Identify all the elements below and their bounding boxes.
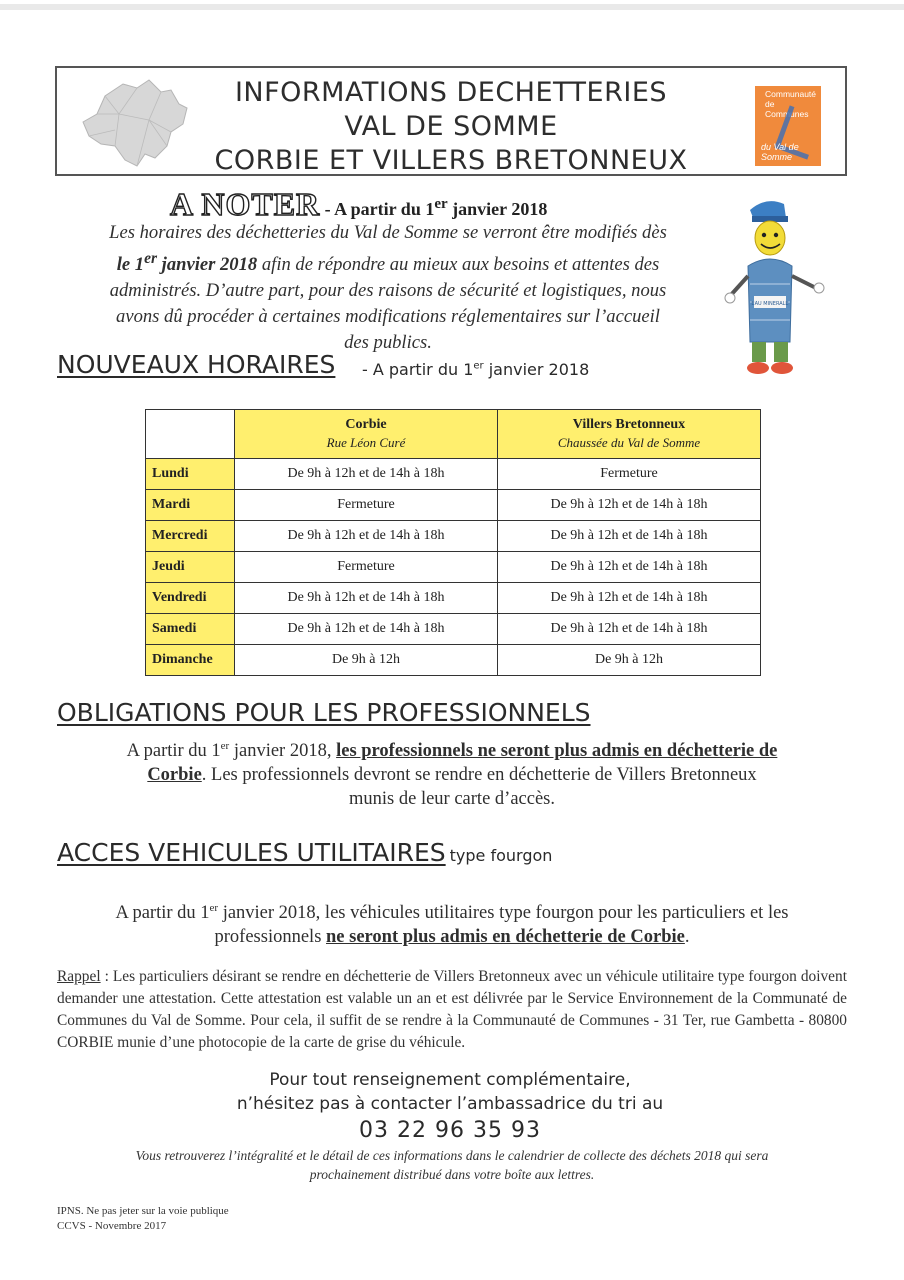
corbie-hours-cell: Fermeture — [235, 552, 498, 583]
noter-date-prefix: - A partir du 1 — [320, 199, 435, 219]
contact-block — [200, 1068, 700, 1146]
intro-date-sup: er — [144, 250, 157, 267]
day-cell: Dimanche — [146, 645, 235, 676]
ccvs-logo — [755, 86, 821, 166]
villers-hours-cell: De 9h à 12h et de 14h à 18h — [498, 583, 761, 614]
vehicules-line1-b: janvier 2018, les véhicules utilitaires type fourgon pour les particuliers et les — [218, 903, 789, 924]
corbie-hours-cell: De 9h à 12h et de 14h à 18h — [235, 459, 498, 490]
noter-word: A NOTER — [170, 186, 321, 222]
table-row — [146, 552, 761, 583]
corbie-hours-cell: De 9h à 12h et de 14h à 18h — [235, 614, 498, 645]
pros-line1-a: A partir du 1 — [126, 741, 221, 762]
column-corbie-address: Rue Léon Curé — [326, 435, 406, 450]
vehicules-heading — [57, 838, 552, 871]
bottle-mascot-image — [724, 192, 834, 382]
contact-line2: n’hésitez pas à contacter l’ambassadrice du tri au — [236, 1094, 664, 1114]
day-cell: Mercredi — [146, 521, 235, 552]
horaires-sub-prefix: - A partir du 1 — [362, 360, 474, 379]
closing-line1: Vous retrouverez l’intégralité et le détail de ces informations dans le calendrier de collecte des déchets 2018 qui sera — [135, 1148, 769, 1163]
intro-date-a: le 1 — [116, 254, 145, 276]
intro-line4: avons dû procéder à certaines modifications réglementaires sur l’accueil — [116, 306, 660, 328]
header-title — [197, 76, 705, 178]
day-cell: Lundi — [146, 459, 235, 490]
vehicules-line2 — [55, 925, 849, 949]
phone-number: 03 22 96 35 93 — [359, 1118, 541, 1143]
noter-date — [320, 196, 548, 219]
vehicules-line2-emphasis: ne seront plus admis en déchetterie de Corbie — [326, 927, 685, 948]
pros-line3: munis de leur carte d’accès. — [349, 789, 555, 810]
intro-line2-rest: afin de répondre au mieux aux besoins et attentes des — [257, 254, 660, 276]
column-header-villers — [498, 410, 761, 459]
header-box — [55, 66, 847, 176]
corbie-hours-cell: Fermeture — [235, 490, 498, 521]
day-cell: Vendredi — [146, 583, 235, 614]
vehicules-line1-a: A partir du 1 — [115, 903, 210, 924]
pros-line1-sup: er — [220, 740, 230, 752]
table-corner-cell — [146, 410, 235, 459]
footer — [57, 1204, 229, 1234]
vehicules-line1 — [55, 896, 849, 925]
pros-line1-emphasis: les professionnels ne seront plus admis en déchetterie de — [336, 741, 778, 762]
footer-line1: IPNS. Ne pas jeter sur la voie publique — [57, 1205, 229, 1217]
intro-paragraph — [58, 220, 718, 356]
intro-line2 — [58, 246, 718, 278]
header-title-line2: VAL DE SOMME — [344, 111, 558, 142]
header-title-line3: CORBIE ET VILLERS BRETONNEUX — [214, 145, 688, 176]
territory-map-image — [75, 74, 195, 172]
logo-line3: du Val de Somme — [761, 142, 799, 162]
villers-hours-cell: De 9h à 12h et de 14h à 18h — [498, 490, 761, 521]
mascot-label: EAU MINERALE — [751, 301, 789, 307]
pros-line2-corbie: Corbie — [147, 765, 202, 786]
corbie-hours-cell: De 9h à 12h et de 14h à 18h — [235, 521, 498, 552]
pros-line2 — [55, 763, 849, 787]
contact-line1: Pour tout renseignement complémentaire, — [269, 1070, 631, 1090]
closing-note — [55, 1146, 849, 1184]
horaires-sub-sup: er — [473, 360, 484, 372]
header-title-line1: INFORMATIONS DECHETTERIES — [234, 77, 668, 108]
horaires-table — [145, 409, 761, 676]
table-row — [146, 583, 761, 614]
corbie-hours-cell: De 9h à 12h — [235, 645, 498, 676]
villers-hours-cell: De 9h à 12h et de 14h à 18h — [498, 552, 761, 583]
table-row — [146, 645, 761, 676]
pros-line1-b: janvier 2018, — [229, 741, 337, 762]
vehicules-paragraph — [55, 896, 849, 949]
vehicules-heading-sub: type fourgon — [449, 846, 553, 865]
horaires-heading — [57, 350, 335, 380]
vehicules-line1-sup: er — [209, 902, 219, 914]
table-row — [146, 614, 761, 645]
scan-edge — [0, 4, 904, 10]
horaires-sub-suffix: janvier 2018 — [483, 360, 590, 379]
logo-line2: de Communes — [765, 99, 809, 119]
closing-line2: prochainement distribué dans votre boîte aux lettres. — [309, 1167, 595, 1182]
pros-line1 — [55, 734, 849, 763]
vehicules-heading-text: ACCES VEHICULES UTILITAIRES — [57, 838, 446, 867]
day-cell: Jeudi — [146, 552, 235, 583]
column-villers-address: Chaussée du Val de Somme — [557, 435, 701, 450]
table-header-row — [146, 410, 761, 459]
horaires-subheading — [362, 360, 589, 379]
pros-paragraph — [55, 734, 849, 811]
table-row — [146, 521, 761, 552]
table-row — [146, 459, 761, 490]
rappel-label: Rappel — [57, 968, 101, 985]
day-cell: Samedi — [146, 614, 235, 645]
intro-date-b: janvier 2018 — [157, 254, 258, 276]
intro-line1: Les horaires des déchetteries du Val de Somme se verront être modifiés dès — [109, 222, 667, 243]
intro-line5: des publics. — [344, 332, 432, 354]
table-row — [146, 490, 761, 521]
corbie-hours-cell: De 9h à 12h et de 14h à 18h — [235, 583, 498, 614]
vehicules-line2-a: professionnels — [214, 927, 327, 948]
vehicules-line2-end: . — [684, 927, 690, 948]
pros-line2-rest: . Les professionnels devront se rendre en déchetterie de Villers Bretonneux — [201, 765, 757, 786]
villers-hours-cell: De 9h à 12h et de 14h à 18h — [498, 614, 761, 645]
villers-hours-cell: Fermeture — [498, 459, 761, 490]
intro-line3: administrés. D’autre part, pour des raisons de sécurité et logistiques, nous — [109, 280, 667, 302]
column-villers-title: Villers Bretonneux — [572, 417, 686, 432]
villers-hours-cell: De 9h à 12h — [498, 645, 761, 676]
noter-date-suffix: janvier 2018 — [447, 199, 548, 219]
pros-heading: OBLIGATIONS POUR LES PROFESSIONNELS — [57, 698, 591, 727]
column-corbie-title: Corbie — [345, 417, 387, 432]
footer-line2: CCVS - Novembre 2017 — [57, 1220, 167, 1232]
rappel-text: : Les particuliers désirant se rendre en déchetterie de Villers Bretonneux avec un véhicule utilitaire type fourgon doivent demander une attestation. Cette attestation est valable un an et est délivrée par le Service Environnement de la Communaté de Communes du Val de Somme. Pour cela, il suffit de se rendre à la Communauté de Communes - 31 Ter, rue Gambetta - 80800 CORBIE munie d’une photocopie de la carte de grise du véhicule. — [57, 968, 847, 1051]
day-cell: Mardi — [146, 490, 235, 521]
column-header-corbie — [235, 410, 498, 459]
noter-date-sup: er — [434, 196, 448, 212]
logo-line1: Communauté — [765, 89, 817, 99]
rappel-paragraph — [57, 966, 847, 1054]
horaires-heading-text: NOUVEAUX HORAIRES — [57, 350, 336, 379]
villers-hours-cell: De 9h à 12h et de 14h à 18h — [498, 521, 761, 552]
